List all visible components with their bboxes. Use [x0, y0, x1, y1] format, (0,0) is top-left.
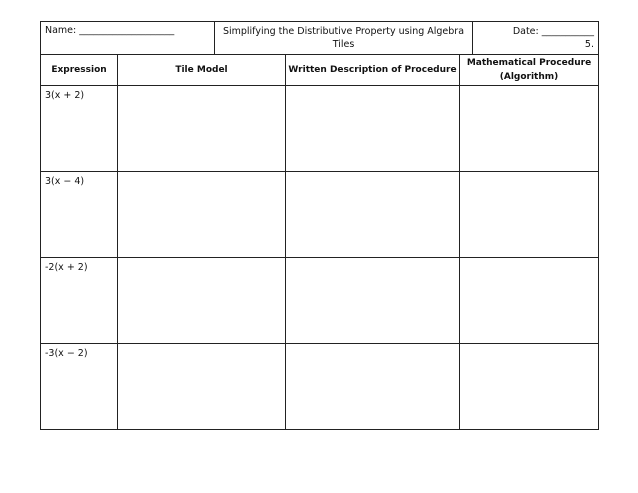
expression-cell: 3(x + 2) [41, 86, 118, 172]
column-header-algorithm: Mathematical Procedure (Algorithm) [460, 55, 599, 86]
header-table [40, 21, 599, 55]
description-cell[interactable] [286, 258, 460, 344]
algorithm-cell[interactable] [460, 86, 599, 172]
algorithm-cell[interactable] [460, 344, 599, 430]
date-cell [473, 22, 599, 55]
expression-cell: -2(x + 2) [41, 258, 118, 344]
page-number: 5. [584, 39, 594, 50]
table-row [41, 172, 599, 258]
table-row [41, 344, 599, 430]
worksheet [40, 21, 598, 430]
algorithm-cell[interactable] [460, 172, 599, 258]
tile-model-cell[interactable] [118, 344, 286, 430]
table-row [41, 258, 599, 344]
date-field[interactable]: Date: ___________ [512, 26, 594, 37]
worksheet-title: Simplifying the Distributive Property using Algebra Tiles [215, 22, 473, 55]
algorithm-cell[interactable] [460, 258, 599, 344]
table-row [41, 86, 599, 172]
column-header-expression: Expression [41, 55, 118, 86]
tile-model-cell[interactable] [118, 86, 286, 172]
procedure-table [40, 54, 599, 430]
column-header-tile-model: Tile Model [118, 55, 286, 86]
column-header-written-description: Written Description of Procedure [286, 55, 460, 86]
tile-model-cell[interactable] [118, 258, 286, 344]
description-cell[interactable] [286, 86, 460, 172]
tile-model-cell[interactable] [118, 172, 286, 258]
expression-cell: 3(x − 4) [41, 172, 118, 258]
description-cell[interactable] [286, 172, 460, 258]
description-cell[interactable] [286, 344, 460, 430]
expression-cell: -3(x − 2) [41, 344, 118, 430]
name-field[interactable]: Name: ____________________ [41, 22, 215, 55]
